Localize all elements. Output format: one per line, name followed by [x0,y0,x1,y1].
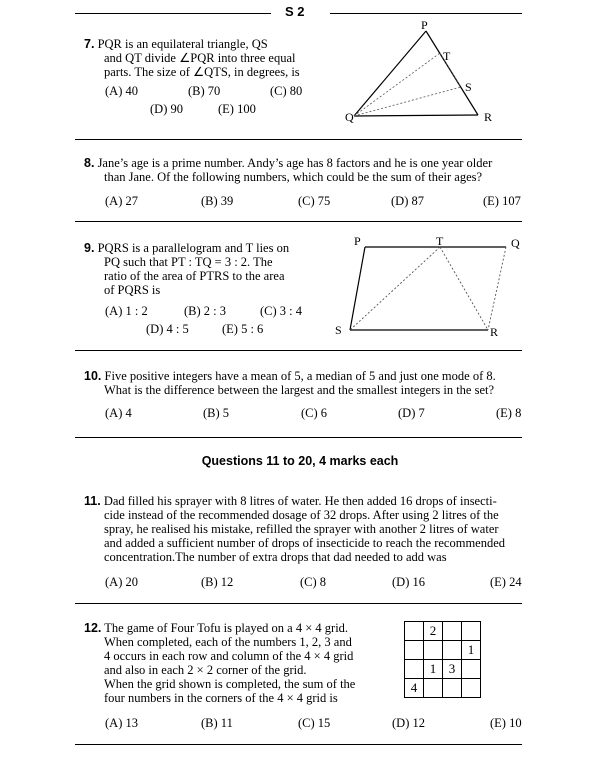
q7-option-e[interactable]: (E) 100 [218,102,256,116]
divider-2 [75,221,522,222]
question-12-line-3: 4 occurs in each row and column of the 4 × 4 grid [104,649,354,663]
side-qr [488,247,506,330]
label-p: P [354,234,361,248]
question-11-line-2: cide instead of the recommended dosage of 32 drops. After using 2 litres of the [104,508,499,522]
line-qt [354,53,440,116]
q12-option-b[interactable]: (B) 11 [201,716,233,730]
question-7-text [84,37,302,79]
header-rule-right [330,13,522,14]
grid-cell [424,641,443,660]
label-t: T [436,234,444,248]
question-9-line-1: PQRS is a parallelogram and T lies on [97,241,290,255]
grid-row [405,622,481,641]
grid-cell [443,622,462,641]
question-10-line-1: Five positive integers have a mean of 5, a median of 5 and just one mode of 8. [104,369,496,383]
label-p: P [421,18,428,32]
question-8-line-1: Jane’s age is a prime number. Andy’s age has 8 factors and he is one year older [97,156,493,170]
question-8-line-2: than Jane. Of the following numbers, which could be the sum of their ages? [104,170,483,184]
q9-option-b[interactable]: (B) 2 : 3 [184,304,227,318]
divider-6 [75,744,522,745]
side-pq [354,31,426,116]
grid-cell: 1 [424,660,443,679]
label-t: T [443,49,451,63]
question-10-line-2: What is the difference between the largest and the smallest integers in the set? [104,383,495,397]
q7-option-b[interactable]: (B) 70 [188,84,221,98]
question-12-line-5: When the grid shown is completed, the sum of the [104,677,356,691]
four-tofu-grid [404,621,481,698]
q12-option-e[interactable]: (E) 10 [490,716,522,730]
side-pr [426,31,478,115]
question-9-text [84,241,302,297]
q10-option-a[interactable]: (A) 4 [105,406,132,420]
grid-cell [462,622,481,641]
grid-cell: 1 [462,641,481,660]
question-12-line-2: When completed, each of the numbers 1, 2, 3 and [104,635,352,649]
grid-cell [405,641,424,660]
q9-parallelogram-diagram [330,232,530,344]
q11-option-e[interactable]: (E) 24 [490,575,522,589]
question-11-text [84,494,524,564]
grid-row [405,679,481,698]
question-9-line-3: ratio of the area of PTRS to the area [104,269,285,283]
q7-option-d[interactable]: (D) 90 [150,102,183,116]
q12-option-c[interactable]: (C) 15 [298,716,331,730]
q12-option-d[interactable]: (D) 12 [392,716,425,730]
q8-option-e[interactable]: (E) 107 [483,194,521,208]
q8-option-b[interactable]: (B) 39 [201,194,234,208]
question-7-number: 7. [84,37,95,51]
section-heading: Questions 11 to 20, 4 marks each [201,454,399,468]
divider-3 [75,350,522,351]
question-8-text [84,156,524,184]
line-qs [354,87,461,116]
q8-option-d[interactable]: (D) 87 [391,194,424,208]
question-11-line-1: Dad filled his sprayer with 8 litres of water. He then added 16 drops of insecti- [103,494,497,508]
q12-option-a[interactable]: (A) 13 [105,716,138,730]
grid-cell [443,679,462,698]
grid-row [405,660,481,679]
q11-option-b[interactable]: (B) 12 [201,575,234,589]
header-rule-left [75,13,271,14]
grid-cell [462,660,481,679]
line-tr [440,247,488,330]
q11-option-d[interactable]: (D) 16 [392,575,425,589]
q11-option-a[interactable]: (A) 20 [105,575,138,589]
grid-cell [405,660,424,679]
q9-option-d[interactable]: (D) 4 : 5 [146,322,189,336]
question-12-line-1: The game of Four Tofu is played on a 4 × 4 grid. [104,621,349,635]
question-7-line-3: parts. The size of ∠QTS, in degrees, is [104,65,300,79]
q10-option-b[interactable]: (B) 5 [203,406,230,420]
divider-4 [75,437,522,438]
divider-1 [75,139,522,140]
question-9-line-4: of PQRS is [104,283,161,297]
question-12-line-6: four numbers in the corners of the 4 × 4 grid is [104,691,338,705]
grid-cell: 2 [424,622,443,641]
label-q: Q [511,236,520,250]
question-11-line-3: spray, he realised his mistake, refilled the sprayer with another 2 litres of water [104,522,499,536]
grid-cell [405,622,424,641]
q9-option-a[interactable]: (A) 1 : 2 [105,304,148,318]
side-qr [354,115,478,116]
question-11-number: 11. [84,494,101,508]
q9-option-e[interactable]: (E) 5 : 6 [222,322,264,336]
grid-cell: 3 [443,660,462,679]
question-9-line-2: PQ such that PT : TQ = 3 : 2. The [104,255,273,269]
label-r: R [490,325,499,339]
q10-option-e[interactable]: (E) 8 [496,406,522,420]
grid-cell [424,679,443,698]
question-10-text [84,369,524,397]
grid-cell [443,641,462,660]
q8-option-a[interactable]: (A) 27 [105,194,138,208]
q10-option-d[interactable]: (D) 7 [398,406,425,420]
q8-option-c[interactable]: (C) 75 [298,194,331,208]
question-12-line-4: and also in each 2 × 2 corner of the grid. [104,663,307,677]
q10-option-c[interactable]: (C) 6 [301,406,328,420]
q11-option-c[interactable]: (C) 8 [300,575,327,589]
page-header: S 2 [285,4,305,19]
q9-option-c[interactable]: (C) 3 : 4 [260,304,303,318]
question-10-number: 10. [84,369,102,383]
line-ts [350,247,440,330]
question-12-number: 12. [84,621,102,635]
question-9-number: 9. [84,241,95,255]
label-s: S [465,80,472,94]
q7-option-a[interactable]: (A) 40 [105,84,138,98]
question-7-line-1: PQR is an equilateral triangle, QS [97,37,268,51]
grid-row [405,641,481,660]
grid-cell: 4 [405,679,424,698]
question-11-line-5: concentration.The number of extra drops that dad needed to add was [104,550,447,564]
question-12-text [84,621,374,705]
question-8-number: 8. [84,156,95,170]
q7-triangle-diagram [330,15,510,127]
label-s: S [335,323,342,337]
question-11-line-4: and added a sufficient number of drops of insecticide to reach the recommended [104,536,506,550]
q7-option-c[interactable]: (C) 80 [270,84,303,98]
divider-5 [75,603,522,604]
question-7-line-2: and QT divide ∠PQR into three equal [104,51,296,65]
grid-cell [462,679,481,698]
label-r: R [484,110,493,124]
label-q: Q [345,110,354,124]
side-ps [350,247,365,330]
